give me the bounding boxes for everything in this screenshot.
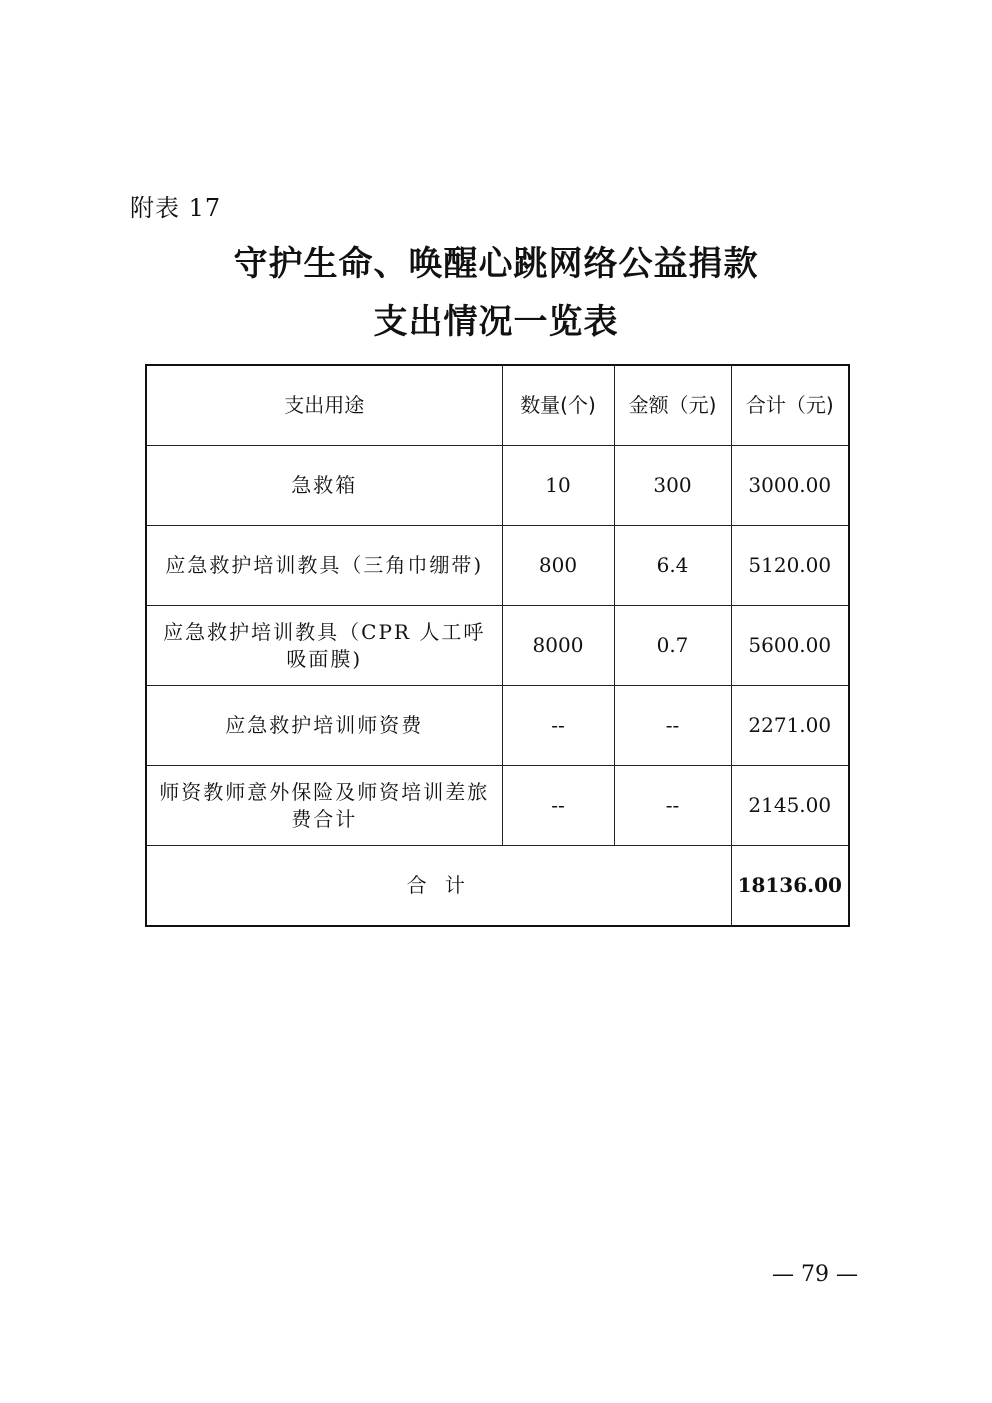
row-total: 5600.00	[731, 606, 849, 686]
row-item: 应急救护培训师资费	[146, 686, 502, 766]
row-item: 应急救护培训教具（CPR 人工呼吸面膜)	[146, 606, 502, 686]
appendix-label: 附表 17	[130, 194, 222, 222]
row-item: 师资教师意外保险及师资培训差旅费合计	[146, 766, 502, 846]
header-quantity: 数量(个)	[502, 365, 614, 446]
row-amount: --	[614, 766, 731, 846]
document-title-line-2: 支出情况一览表	[373, 302, 619, 342]
row-item: 应急救护培训教具（三角巾绷带)	[146, 526, 502, 606]
table-row	[146, 526, 849, 606]
row-item: 急救箱	[146, 446, 502, 526]
row-quantity: --	[502, 686, 614, 766]
header-total: 合计（元)	[731, 365, 849, 446]
header-amount: 金额（元)	[614, 365, 731, 446]
row-quantity: 8000	[502, 606, 614, 686]
total-label: 合 计	[146, 846, 731, 927]
row-amount: 300	[614, 446, 731, 526]
table-total-row	[146, 846, 849, 927]
row-amount: --	[614, 686, 731, 766]
row-total: 3000.00	[731, 446, 849, 526]
row-quantity: --	[502, 766, 614, 846]
table-row	[146, 686, 849, 766]
expenditure-table	[145, 364, 850, 927]
row-quantity: 10	[502, 446, 614, 526]
row-amount: 0.7	[614, 606, 731, 686]
table-header-row	[146, 365, 849, 446]
row-total: 2271.00	[731, 686, 849, 766]
row-amount: 6.4	[614, 526, 731, 606]
table-row	[146, 766, 849, 846]
document-title-line-1: 守护生命、唤醒心跳网络公益捐款	[233, 244, 759, 284]
page-number: — 79 —	[772, 1262, 858, 1287]
table-row	[146, 446, 849, 526]
total-value: 18136.00	[731, 846, 849, 927]
row-quantity: 800	[502, 526, 614, 606]
header-purpose: 支出用途	[146, 365, 502, 446]
table-row	[146, 606, 849, 686]
row-total: 5120.00	[731, 526, 849, 606]
row-total: 2145.00	[731, 766, 849, 846]
